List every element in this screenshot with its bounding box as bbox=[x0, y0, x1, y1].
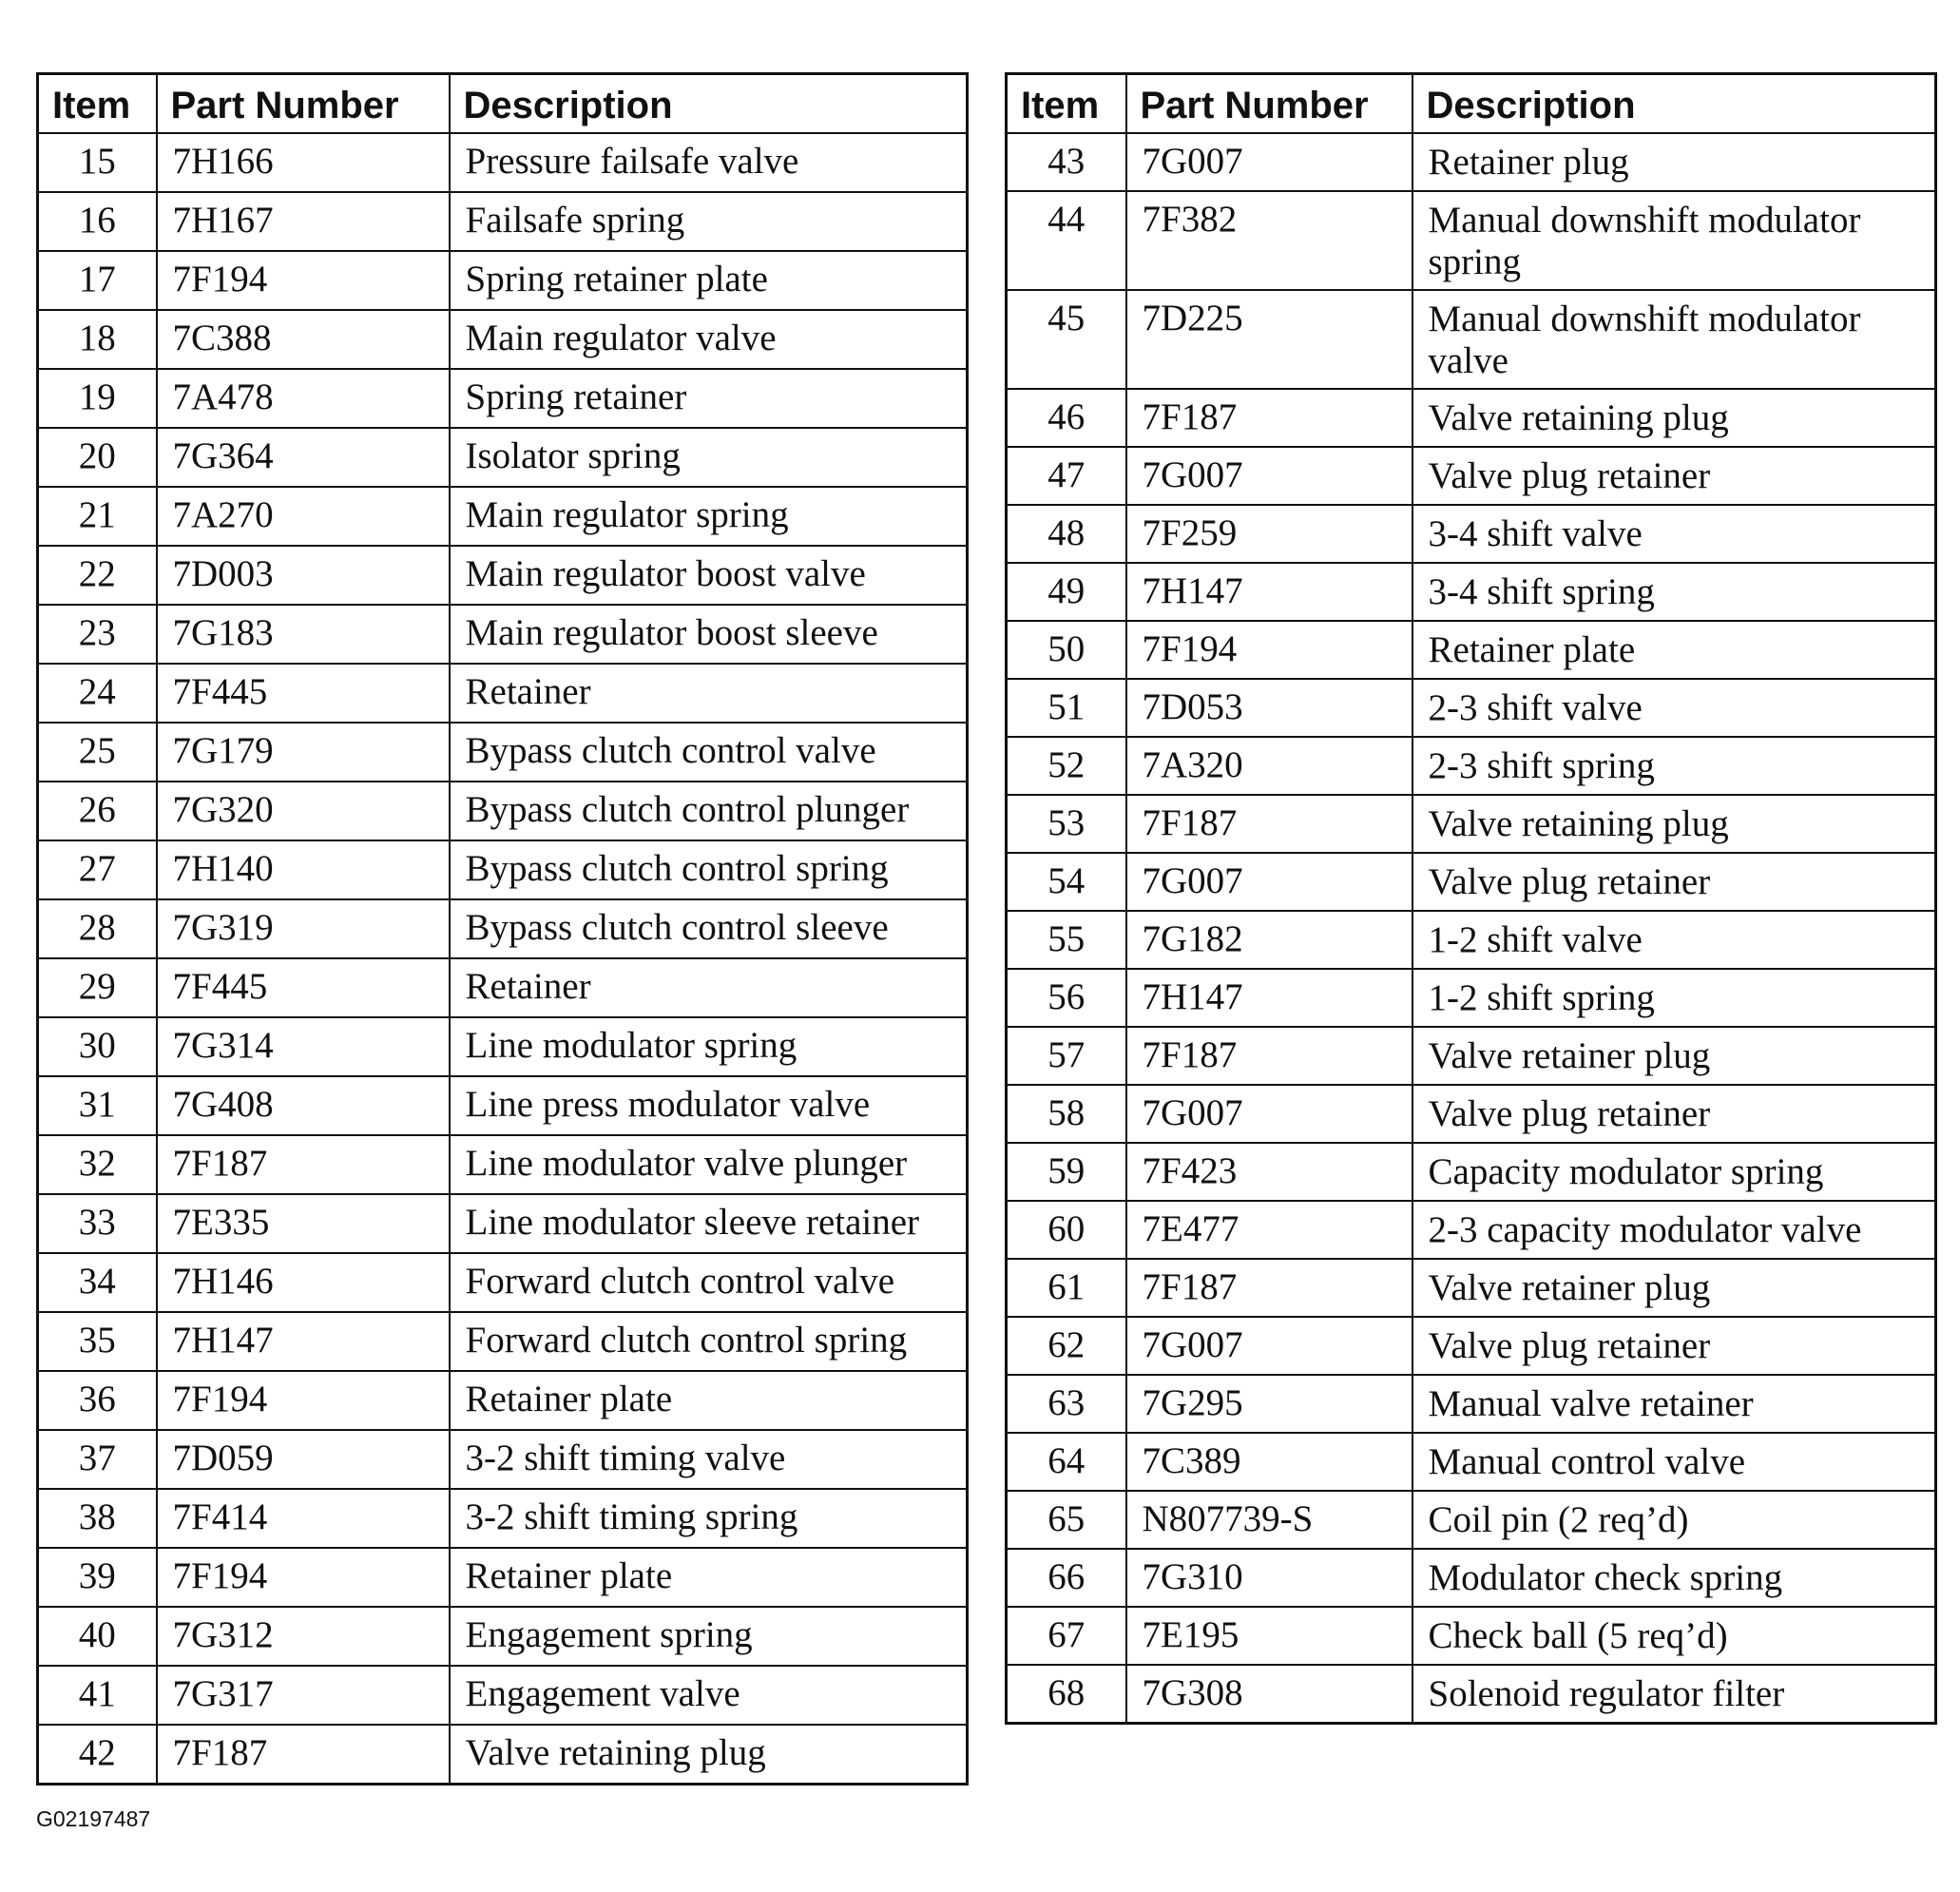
table-row bbox=[1007, 1433, 1936, 1491]
description-cell: Forward clutch control valve bbox=[450, 1253, 968, 1312]
item-cell: 65 bbox=[1007, 1491, 1126, 1549]
description-cell: Spring retainer plate bbox=[450, 251, 968, 310]
table-row bbox=[1007, 679, 1936, 737]
description-cell: Isolator spring bbox=[450, 428, 968, 487]
description-cell: Engagement spring bbox=[450, 1607, 968, 1666]
item-cell: 32 bbox=[38, 1135, 157, 1194]
part-number-cell: 7H140 bbox=[157, 840, 450, 899]
table-row bbox=[1007, 1143, 1936, 1201]
item-cell: 44 bbox=[1007, 191, 1126, 290]
item-cell: 57 bbox=[1007, 1027, 1126, 1085]
part-number-cell: 7F445 bbox=[157, 958, 450, 1017]
description-cell: Bypass clutch control sleeve bbox=[450, 899, 968, 958]
parts-table-right-body bbox=[1007, 133, 1936, 1723]
part-number-cell: 7E195 bbox=[1126, 1607, 1412, 1665]
part-number-cell: 7G182 bbox=[1126, 911, 1412, 969]
table-header-row bbox=[38, 74, 968, 134]
part-number-cell: 7G179 bbox=[157, 723, 450, 782]
part-number-cell: 7F423 bbox=[1126, 1143, 1412, 1201]
table-row bbox=[1007, 621, 1936, 679]
part-number-cell: 7G310 bbox=[1126, 1549, 1412, 1607]
table-row bbox=[38, 1312, 968, 1371]
figure-id: G02197487 bbox=[36, 1806, 151, 1831]
description-cell: Retainer bbox=[450, 664, 968, 723]
table-row bbox=[38, 1725, 968, 1784]
table-row bbox=[38, 958, 968, 1017]
part-number-cell: 7G183 bbox=[157, 605, 450, 664]
table-row bbox=[38, 310, 968, 369]
description-cell: Valve plug retainer bbox=[1412, 447, 1936, 505]
item-cell: 63 bbox=[1007, 1375, 1126, 1433]
description-cell: 2-3 shift valve bbox=[1412, 679, 1936, 737]
table-row bbox=[1007, 563, 1936, 621]
item-cell: 20 bbox=[38, 428, 157, 487]
part-number-cell: 7G319 bbox=[157, 899, 450, 958]
item-cell: 25 bbox=[38, 723, 157, 782]
table-row bbox=[1007, 133, 1936, 191]
header-part-number: Part Number bbox=[157, 74, 450, 134]
table-row bbox=[1007, 290, 1936, 389]
part-number-cell: 7F187 bbox=[1126, 389, 1412, 447]
item-cell: 30 bbox=[38, 1017, 157, 1076]
description-cell: Main regulator boost valve bbox=[450, 546, 968, 605]
parts-table-left bbox=[36, 72, 969, 1786]
description-cell: Valve retainer plug bbox=[1412, 1027, 1936, 1085]
part-number-cell: 7E335 bbox=[157, 1194, 450, 1253]
part-number-cell: 7H147 bbox=[1126, 563, 1412, 621]
item-cell: 54 bbox=[1007, 853, 1126, 911]
description-cell: Capacity modulator spring bbox=[1412, 1143, 1936, 1201]
table-row bbox=[1007, 853, 1936, 911]
item-cell: 45 bbox=[1007, 290, 1126, 389]
description-cell: 1-2 shift spring bbox=[1412, 969, 1936, 1027]
item-cell: 22 bbox=[38, 546, 157, 605]
part-number-cell: 7D003 bbox=[157, 546, 450, 605]
description-cell: Valve plug retainer bbox=[1412, 853, 1936, 911]
item-cell: 33 bbox=[38, 1194, 157, 1253]
item-cell: 61 bbox=[1007, 1259, 1126, 1317]
description-cell: Check ball (5 req’d) bbox=[1412, 1607, 1936, 1665]
item-cell: 64 bbox=[1007, 1433, 1126, 1491]
table-row bbox=[38, 546, 968, 605]
item-cell: 18 bbox=[38, 310, 157, 369]
description-cell: Retainer plate bbox=[450, 1371, 968, 1430]
part-number-cell: 7F187 bbox=[1126, 1259, 1412, 1317]
table-row bbox=[1007, 1317, 1936, 1375]
item-cell: 26 bbox=[38, 782, 157, 840]
table-row bbox=[1007, 191, 1936, 290]
item-cell: 55 bbox=[1007, 911, 1126, 969]
item-cell: 31 bbox=[38, 1076, 157, 1135]
part-number-cell: N807739-S bbox=[1126, 1491, 1412, 1549]
item-cell: 28 bbox=[38, 899, 157, 958]
item-cell: 40 bbox=[38, 1607, 157, 1666]
part-number-cell: 7D059 bbox=[157, 1430, 450, 1489]
part-number-cell: 7G314 bbox=[157, 1017, 450, 1076]
table-row bbox=[38, 1666, 968, 1725]
table-row bbox=[1007, 1375, 1936, 1433]
item-cell: 53 bbox=[1007, 795, 1126, 853]
table-row bbox=[1007, 1259, 1936, 1317]
description-cell: Valve retaining plug bbox=[450, 1725, 968, 1784]
parts-table-right bbox=[1005, 72, 1937, 1725]
table-row bbox=[38, 1607, 968, 1666]
part-number-cell: 7F194 bbox=[1126, 621, 1412, 679]
table-row bbox=[38, 251, 968, 310]
item-cell: 67 bbox=[1007, 1607, 1126, 1665]
description-cell: Pressure failsafe valve bbox=[450, 133, 968, 192]
part-number-cell: 7G007 bbox=[1126, 1317, 1412, 1375]
table-row bbox=[1007, 795, 1936, 853]
table-row bbox=[38, 369, 968, 428]
description-cell: Valve retaining plug bbox=[1412, 795, 1936, 853]
table-row bbox=[38, 487, 968, 546]
part-number-cell: 7F382 bbox=[1126, 191, 1412, 290]
description-cell: Coil pin (2 req’d) bbox=[1412, 1491, 1936, 1549]
description-cell: Bypass clutch control spring bbox=[450, 840, 968, 899]
item-cell: 58 bbox=[1007, 1085, 1126, 1143]
part-number-cell: 7F194 bbox=[157, 1371, 450, 1430]
parts-table-left-body bbox=[38, 133, 968, 1784]
table-row bbox=[1007, 911, 1936, 969]
part-number-cell: 7G295 bbox=[1126, 1375, 1412, 1433]
part-number-cell: 7F187 bbox=[157, 1135, 450, 1194]
description-cell: Valve plug retainer bbox=[1412, 1085, 1936, 1143]
part-number-cell: 7G007 bbox=[1126, 1085, 1412, 1143]
table-row bbox=[38, 840, 968, 899]
item-cell: 66 bbox=[1007, 1549, 1126, 1607]
part-number-cell: 7F187 bbox=[1126, 795, 1412, 853]
part-number-cell: 7H147 bbox=[157, 1312, 450, 1371]
description-cell: Valve plug retainer bbox=[1412, 1317, 1936, 1375]
description-cell: 3-2 shift timing spring bbox=[450, 1489, 968, 1548]
table-row bbox=[38, 133, 968, 192]
table-row bbox=[38, 192, 968, 251]
description-cell: 3-2 shift timing valve bbox=[450, 1430, 968, 1489]
header-item: Item bbox=[38, 74, 157, 134]
description-cell: Line modulator sleeve retainer bbox=[450, 1194, 968, 1253]
part-number-cell: 7F414 bbox=[157, 1489, 450, 1548]
description-cell: 1-2 shift valve bbox=[1412, 911, 1936, 969]
description-cell: Failsafe spring bbox=[450, 192, 968, 251]
item-cell: 50 bbox=[1007, 621, 1126, 679]
part-number-cell: 7G408 bbox=[157, 1076, 450, 1135]
table-row bbox=[38, 1076, 968, 1135]
item-cell: 62 bbox=[1007, 1317, 1126, 1375]
item-cell: 15 bbox=[38, 133, 157, 192]
table-row bbox=[1007, 505, 1936, 563]
table-row bbox=[38, 1430, 968, 1489]
description-cell: Valve retainer plug bbox=[1412, 1259, 1936, 1317]
table-row bbox=[38, 899, 968, 958]
part-number-cell: 7A270 bbox=[157, 487, 450, 546]
description-cell: Main regulator valve bbox=[450, 310, 968, 369]
part-number-cell: 7F187 bbox=[157, 1725, 450, 1784]
table-row bbox=[38, 782, 968, 840]
part-number-cell: 7D225 bbox=[1126, 290, 1412, 389]
part-number-cell: 7F194 bbox=[157, 1548, 450, 1607]
description-cell: 3-4 shift valve bbox=[1412, 505, 1936, 563]
item-cell: 43 bbox=[1007, 133, 1126, 191]
table-row bbox=[1007, 1085, 1936, 1143]
item-cell: 39 bbox=[38, 1548, 157, 1607]
table-row bbox=[38, 1135, 968, 1194]
part-number-cell: 7A320 bbox=[1126, 737, 1412, 795]
description-cell: 3-4 shift spring bbox=[1412, 563, 1936, 621]
description-cell: Retainer plate bbox=[1412, 621, 1936, 679]
part-number-cell: 7H167 bbox=[157, 192, 450, 251]
description-cell: Retainer bbox=[450, 958, 968, 1017]
description-cell: Retainer plug bbox=[1412, 133, 1936, 191]
part-number-cell: 7F259 bbox=[1126, 505, 1412, 563]
item-cell: 34 bbox=[38, 1253, 157, 1312]
description-cell: Modulator check spring bbox=[1412, 1549, 1936, 1607]
part-number-cell: 7A478 bbox=[157, 369, 450, 428]
description-cell: Manual downshift modulator valve bbox=[1412, 290, 1936, 389]
header-part-number: Part Number bbox=[1126, 74, 1412, 134]
part-number-cell: 7C388 bbox=[157, 310, 450, 369]
item-cell: 41 bbox=[38, 1666, 157, 1725]
item-cell: 51 bbox=[1007, 679, 1126, 737]
part-number-cell: 7H147 bbox=[1126, 969, 1412, 1027]
item-cell: 38 bbox=[38, 1489, 157, 1548]
description-cell: Manual downshift modulator spring bbox=[1412, 191, 1936, 290]
part-number-cell: 7G320 bbox=[157, 782, 450, 840]
table-row bbox=[38, 1371, 968, 1430]
item-cell: 19 bbox=[38, 369, 157, 428]
item-cell: 59 bbox=[1007, 1143, 1126, 1201]
description-cell: Line modulator valve plunger bbox=[450, 1135, 968, 1194]
table-row bbox=[38, 723, 968, 782]
part-number-cell: 7G312 bbox=[157, 1607, 450, 1666]
item-cell: 24 bbox=[38, 664, 157, 723]
description-cell: 2-3 shift spring bbox=[1412, 737, 1936, 795]
description-cell: Retainer plate bbox=[450, 1548, 968, 1607]
item-cell: 56 bbox=[1007, 969, 1126, 1027]
item-cell: 37 bbox=[38, 1430, 157, 1489]
part-number-cell: 7F445 bbox=[157, 664, 450, 723]
description-cell: Spring retainer bbox=[450, 369, 968, 428]
description-cell: Manual valve retainer bbox=[1412, 1375, 1936, 1433]
item-cell: 36 bbox=[38, 1371, 157, 1430]
table-row bbox=[1007, 1491, 1936, 1549]
table-row bbox=[38, 605, 968, 664]
description-cell: Engagement valve bbox=[450, 1666, 968, 1725]
description-cell: Solenoid regulator filter bbox=[1412, 1665, 1936, 1723]
table-row bbox=[38, 1017, 968, 1076]
table-row bbox=[1007, 1549, 1936, 1607]
item-cell: 21 bbox=[38, 487, 157, 546]
table-row bbox=[38, 664, 968, 723]
table-row bbox=[38, 1253, 968, 1312]
item-cell: 42 bbox=[38, 1725, 157, 1784]
table-row bbox=[1007, 389, 1936, 447]
description-cell: Valve retaining plug bbox=[1412, 389, 1936, 447]
item-cell: 47 bbox=[1007, 447, 1126, 505]
header-description: Description bbox=[450, 74, 968, 134]
item-cell: 16 bbox=[38, 192, 157, 251]
table-row bbox=[38, 1194, 968, 1253]
table-header-row bbox=[1007, 74, 1936, 134]
description-cell: Main regulator spring bbox=[450, 487, 968, 546]
item-cell: 29 bbox=[38, 958, 157, 1017]
header-description: Description bbox=[1412, 74, 1936, 134]
description-cell: Bypass clutch control valve bbox=[450, 723, 968, 782]
part-number-cell: 7H166 bbox=[157, 133, 450, 192]
description-cell: 2-3 capacity modulator valve bbox=[1412, 1201, 1936, 1259]
item-cell: 52 bbox=[1007, 737, 1126, 795]
part-number-cell: 7F194 bbox=[157, 251, 450, 310]
item-cell: 49 bbox=[1007, 563, 1126, 621]
description-cell: Manual control valve bbox=[1412, 1433, 1936, 1491]
description-cell: Line modulator spring bbox=[450, 1017, 968, 1076]
table-row bbox=[1007, 1665, 1936, 1723]
part-number-cell: 7G007 bbox=[1126, 853, 1412, 911]
item-cell: 23 bbox=[38, 605, 157, 664]
part-number-cell: 7E477 bbox=[1126, 1201, 1412, 1259]
part-number-cell: 7G364 bbox=[157, 428, 450, 487]
table-row bbox=[1007, 1027, 1936, 1085]
item-cell: 60 bbox=[1007, 1201, 1126, 1259]
description-cell: Forward clutch control spring bbox=[450, 1312, 968, 1371]
table-row bbox=[1007, 1201, 1936, 1259]
part-number-cell: 7G007 bbox=[1126, 447, 1412, 505]
part-number-cell: 7F187 bbox=[1126, 1027, 1412, 1085]
part-number-cell: 7G007 bbox=[1126, 133, 1412, 191]
table-row bbox=[38, 428, 968, 487]
part-number-cell: 7C389 bbox=[1126, 1433, 1412, 1491]
header-item: Item bbox=[1007, 74, 1126, 134]
item-cell: 35 bbox=[38, 1312, 157, 1371]
part-number-cell: 7G308 bbox=[1126, 1665, 1412, 1723]
item-cell: 46 bbox=[1007, 389, 1126, 447]
table-row bbox=[1007, 737, 1936, 795]
item-cell: 48 bbox=[1007, 505, 1126, 563]
description-cell: Line press modulator valve bbox=[450, 1076, 968, 1135]
part-number-cell: 7H146 bbox=[157, 1253, 450, 1312]
part-number-cell: 7G317 bbox=[157, 1666, 450, 1725]
table-row bbox=[1007, 447, 1936, 505]
table-row bbox=[1007, 969, 1936, 1027]
table-row bbox=[38, 1548, 968, 1607]
item-cell: 68 bbox=[1007, 1665, 1126, 1723]
part-number-cell: 7D053 bbox=[1126, 679, 1412, 737]
table-row bbox=[1007, 1607, 1936, 1665]
item-cell: 27 bbox=[38, 840, 157, 899]
description-cell: Main regulator boost sleeve bbox=[450, 605, 968, 664]
description-cell: Bypass clutch control plunger bbox=[450, 782, 968, 840]
table-row bbox=[38, 1489, 968, 1548]
item-cell: 17 bbox=[38, 251, 157, 310]
